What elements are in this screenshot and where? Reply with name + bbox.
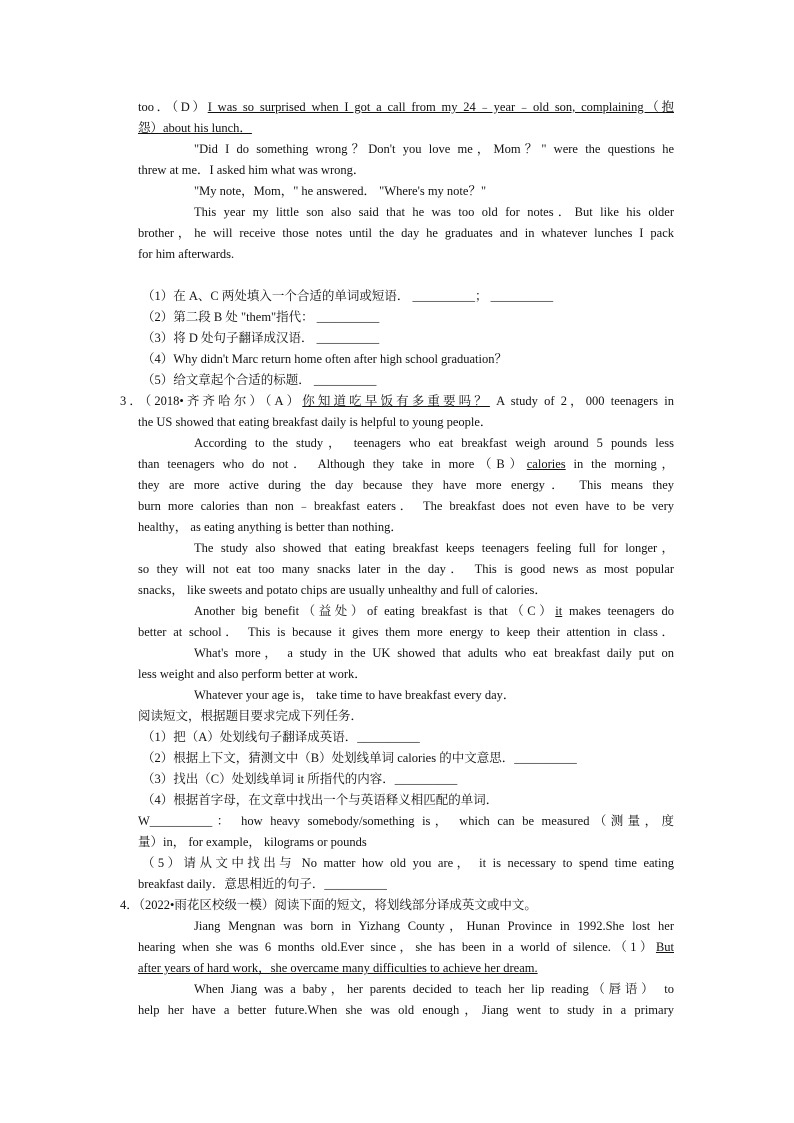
passage-line	[194, 979, 674, 1000]
underlined-text: But	[655, 940, 674, 954]
text-segment: Whatever your age is， take time to have breakfast every day．	[194, 688, 516, 702]
passage-line	[138, 412, 674, 433]
underlined-text: I was so surprised when I got a call from my 24﹣year﹣old son, complaining（抱	[207, 100, 674, 114]
passage-line	[138, 958, 674, 979]
text-segment: "My note，Mom，" he answered． "Where's my note？"	[194, 184, 487, 198]
question-item	[142, 727, 674, 748]
text-segment: snacks， like sweets and potato chips are usually unhealthy and full of calories．	[138, 583, 547, 597]
text-segment: （1）在 A、C 两处填入一个合适的单词或短语． __________； __________	[142, 289, 554, 303]
problem-heading	[120, 391, 674, 412]
passage-line	[138, 223, 674, 244]
passage-line	[194, 181, 674, 202]
text-segment: 阅读短文，根据题目要求完成下列任务．	[138, 709, 364, 723]
underlined-text: 怨）about his lunch．	[138, 121, 252, 135]
underlined-text: after years of hard work，she overcame many difficulties to achieve her dream.	[138, 961, 538, 975]
text-segment: What's more， a study in the UK showed that adults who eat breakfast daily put on	[194, 646, 674, 660]
underlined-text: 你知道吃早饭有多重要吗？	[302, 394, 490, 408]
passage-line	[138, 118, 674, 139]
question-item	[142, 307, 674, 328]
text-segment: （1）把（A）处划线句子翻译成英语．__________	[142, 730, 420, 744]
passage-line	[138, 580, 674, 601]
text-segment: （3）找出（C）处划线单词 it 所指代的内容．__________	[142, 772, 458, 786]
text-segment: According to the study， teenagers who eat breakfast weigh around 5 pounds less	[194, 436, 674, 450]
text-segment: in the morning，	[565, 457, 674, 471]
text-segment: The study also showed that eating breakfast keeps teenagers feeling full for longer，	[194, 541, 674, 555]
passage-line	[138, 496, 674, 517]
passage-line	[194, 643, 674, 664]
text-segment: burn more calories than non﹣breakfast eaters． The breakfast does not even have to be very	[138, 499, 674, 513]
passage-line	[138, 622, 674, 643]
text-segment: （2）第二段 B 处 "them"指代： __________	[142, 310, 380, 324]
text-segment: the US showed that eating breakfast daily is helpful to young people．	[138, 415, 493, 429]
passage-line	[138, 97, 674, 118]
underlined-text: it	[555, 604, 563, 618]
text-segment: for him afterwards.	[138, 247, 235, 261]
passage-line	[194, 916, 674, 937]
passage-line	[194, 685, 674, 706]
text-segment: When Jiang was a baby，her parents decided to teach her lip reading（唇语） to	[194, 982, 674, 996]
text-segment: hearing when she was 6 months old.Ever since，she has been in a world of silence.（1）	[138, 940, 656, 954]
question-item	[142, 790, 674, 811]
question-item	[142, 748, 674, 769]
text-segment: threw at me．I asked him what was wrong．	[138, 163, 366, 177]
question-item	[142, 286, 674, 307]
text-segment: （4）根据首字母，在文章中找出一个与英语释义相匹配的单词．	[142, 793, 499, 807]
text-segment: healthy， as eating anything is better than nothing．	[138, 520, 403, 534]
text-segment: This year my little son also said that he was too old for notes．But like his older	[194, 205, 674, 219]
question-item	[142, 853, 674, 874]
passage-line	[138, 454, 674, 475]
text-segment: （2）根据上下文，猜测文中（B）处划线单词 calories 的中文意思．__________	[142, 751, 577, 765]
text-segment: makes teenagers do	[562, 604, 674, 618]
passage-line	[194, 433, 674, 454]
text-segment: breakfast daily．意思相近的句子．__________	[138, 877, 387, 891]
question-item	[138, 811, 674, 832]
text-segment: better at school． This is because it gives them more energy to keep their attention in class．	[138, 625, 674, 639]
text-segment: Another big benefit（益处）of eating breakfast is that（C）	[194, 604, 556, 618]
passage-line	[194, 538, 674, 559]
underlined-text: calories	[526, 457, 566, 471]
question-item	[138, 874, 674, 895]
passage-line	[138, 937, 674, 958]
passage-line	[194, 202, 674, 223]
text-segment: W__________： how heavy somebody/something is， which can be measured（测量，度	[138, 814, 674, 828]
text-segment: Jiang Mengnan was born in Yizhang County，Hunan Province in 1992.She lost her	[194, 919, 674, 933]
text-segment: 3．（2018•齐齐哈尔）（A）	[120, 394, 303, 408]
text-segment: 量）in， for example， kilograms or pounds	[138, 835, 367, 849]
text-segment: so they will not eat too many snacks later in the day． This is good news as most popular	[138, 562, 674, 576]
text-segment: less weight and also perform better at work．	[138, 667, 367, 681]
passage-line	[194, 139, 674, 160]
question-item	[142, 769, 674, 790]
passage-line	[138, 517, 674, 538]
question-item	[142, 370, 674, 391]
passage-line	[194, 601, 674, 622]
passage-line	[138, 559, 674, 580]
passage-line	[138, 664, 674, 685]
passage-line	[138, 244, 674, 265]
problem-heading	[120, 895, 674, 916]
text-segment: （5）请从文中找出与 No matter how old you are， it is necessary to spend time eating	[142, 856, 674, 870]
text-segment: （4）Why didn't Marc return home often after high school graduation？	[142, 352, 508, 366]
task-instruction	[138, 706, 674, 727]
passage-line	[138, 1000, 674, 1021]
text-segment: help her have a better future.When she was old enough，Jiang went to study in a primary	[138, 1003, 674, 1017]
text-segment: "Did I do something wrong？Don't you love me，Mom？" were the questions he	[194, 142, 674, 156]
passage-line	[138, 475, 674, 496]
text-segment: brother，he will receive those notes until the day he graduates and in whatever lunches I pack	[138, 226, 674, 240]
text-segment: （3）将 D 处句子翻译成汉语． __________	[142, 331, 380, 345]
question-item	[142, 328, 674, 349]
question-item	[142, 349, 674, 370]
text-segment: A study of 2，000 teenagers in	[489, 394, 674, 408]
text-segment: too．（D）	[138, 100, 208, 114]
text-segment: （5）给文章起个合适的标题． __________	[142, 373, 377, 387]
text-segment: 4．（2022•雨花区校级一模）阅读下面的短文，将划线部分译成英文或中文。	[120, 898, 537, 912]
text-segment: they are more active during the day because they have more energy． This means they	[138, 478, 674, 492]
question-item	[138, 832, 674, 853]
text-segment: than teenagers who do not． Although they take in more（B）	[138, 457, 527, 471]
passage-line	[138, 160, 674, 181]
